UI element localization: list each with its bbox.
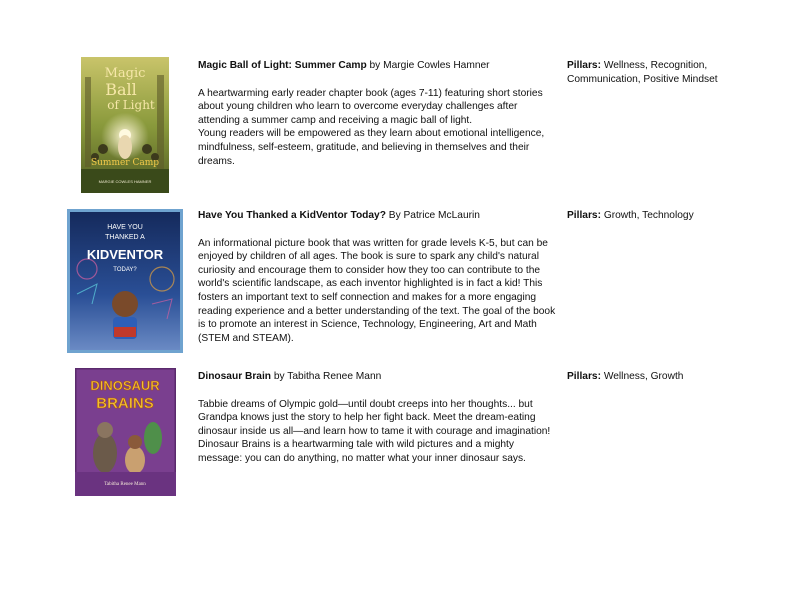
cover-title-line2: BRAINS: [96, 395, 154, 412]
book-description: [198, 209, 560, 345]
book-description: [198, 59, 560, 168]
book-by: By: [385, 210, 404, 221]
book-heading: [198, 59, 560, 73]
pillars-label: Pillars:: [567, 210, 601, 221]
cover-title-line2: THANKED A: [105, 234, 145, 241]
pillars-value: Growth, Technology: [600, 210, 694, 221]
cover-title-line1: Magic: [104, 66, 146, 81]
book-pillars: [567, 209, 767, 223]
cover-title-line4: TODAY?: [113, 267, 137, 273]
book-paragraph: Tabbie dreams of Olympic gold—until doubt creeps into her thoughts... but Grandpa knows just the story to help her fight back. Meet the dream-eating dinosaur inside us all—and learn how to tame it with courage and imagination! Dinosaur Brains is a heartwarming tale with wild pictures and a mighty message: you can do anything, no matter what your inner dinosaur says.: [198, 398, 551, 464]
book-cover-dinosaur-brains: [75, 368, 176, 496]
cover-title-line1: DINOSAUR: [90, 378, 160, 393]
pillars-value: Wellness, Growth: [600, 371, 684, 382]
book-paragraph: A heartwarming early reader chapter book (ages 7-11) featuring short stories about young children who learn to overcome everyday challenges after attending a summer camp and receiving a magic ball of light.: [198, 87, 543, 126]
book-by: by: [271, 371, 288, 382]
book-author: Tabitha Renee Mann: [287, 371, 382, 382]
book-author: Margie Cowles Hamner: [383, 60, 490, 71]
book-pillars: [567, 370, 767, 384]
book-paragraph: Young readers will be empowered as they learn about emotional intelligence, mindfulness, self-esteem, gratitude, and believing in themselves and their dreams.: [198, 128, 545, 167]
cover-title-line3: KIDVENTOR: [86, 247, 164, 262]
pillars-label: Pillars:: [567, 60, 601, 71]
book-pillars: [567, 59, 767, 86]
cover-author: MARGIE COWLES HAMNER: [98, 179, 152, 184]
book-paragraph: An informational picture book that was written for grade levels K-5, but can be enjoyed by children of all ages. The book is sure to spark any child's natural curiosity and encourage them to consider how they too can contribute to the world's scientific landscape, as each inventor highlighted is in fact a kid! This fosters an important text to self connection and makes for a more engaging reading experience and a better understanding of the text. The goal of the book is to promote an interest in Science, Technology, Engineering, Art and Math (STEM and STEAM).: [198, 237, 556, 344]
book-title: Magic Ball of Light: Summer Camp: [198, 60, 367, 71]
pillars-label: Pillars:: [567, 371, 601, 382]
cover-title-line2: Ball: [105, 80, 137, 99]
cover-title-line1: HAVE YOU: [107, 224, 143, 231]
cover-title-line3: of Light: [107, 98, 155, 112]
book-title: Have You Thanked a KidVentor Today?: [198, 210, 386, 221]
cover-subtitle: Summer Camp: [90, 158, 160, 168]
book-description: [198, 370, 560, 466]
book-author: Patrice McLaurin: [403, 210, 480, 221]
cover-author: Tabitha Renee Mann: [104, 482, 146, 487]
book-by: by: [366, 60, 384, 71]
book-heading: [198, 370, 560, 384]
pillars-value: Wellness, Recognition, Communication, Positive Mindset: [567, 60, 718, 85]
book-cover-magic-ball-of-light: [81, 57, 169, 193]
book-heading: [198, 209, 560, 223]
book-cover-kidventor: [67, 209, 183, 353]
book-title: Dinosaur Brain: [198, 371, 272, 382]
